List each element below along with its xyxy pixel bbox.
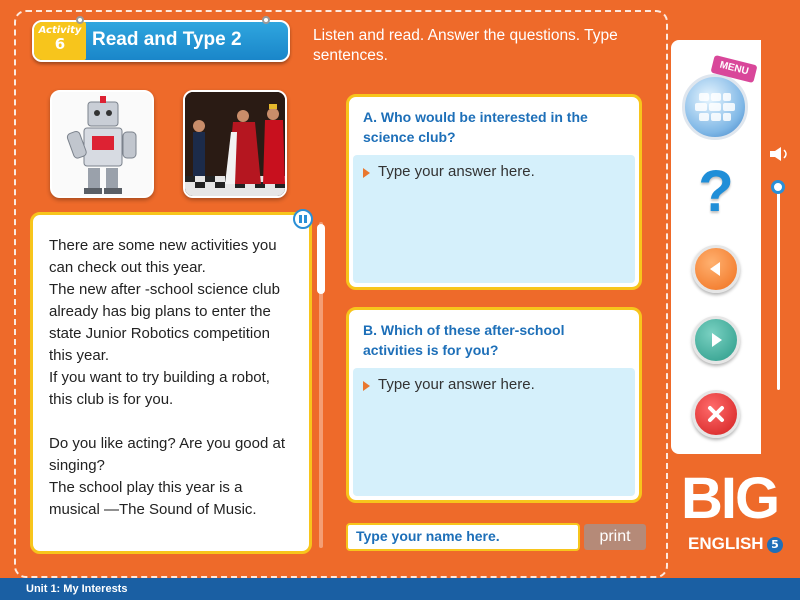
arrow-icon bbox=[363, 168, 370, 178]
activity-number-badge bbox=[34, 22, 86, 60]
globe-menu-icon[interactable] bbox=[682, 74, 748, 140]
unit-label: Unit 1: My Interests bbox=[26, 583, 128, 595]
answer-field-a[interactable] bbox=[353, 155, 635, 283]
answer-b-placeholder: Type your answer here. bbox=[378, 376, 535, 393]
pause-icon bbox=[299, 215, 302, 223]
pause-button[interactable] bbox=[293, 209, 313, 229]
volume-slider[interactable] bbox=[777, 184, 780, 390]
activity-number: 6 bbox=[54, 35, 66, 53]
question-b-text: B. Which of these after-school activities is for you? bbox=[363, 322, 565, 358]
print-button[interactable]: print bbox=[584, 524, 646, 550]
pause-icon bbox=[304, 215, 307, 223]
close-icon bbox=[706, 404, 726, 424]
reading-scroll-thumb[interactable] bbox=[317, 224, 325, 294]
speaker-icon[interactable] bbox=[768, 146, 792, 162]
pin-icon bbox=[76, 16, 84, 24]
school-play-image bbox=[183, 90, 287, 198]
question-a-text: A. Who would be interested in the science club? bbox=[363, 109, 588, 145]
logo-english-text: ENGLISH bbox=[688, 534, 764, 553]
answer-field-b[interactable] bbox=[353, 368, 635, 496]
instructions-text: Listen and read. Answer the questions. Type sentences. bbox=[313, 27, 618, 64]
help-icon[interactable]: ? bbox=[698, 159, 734, 224]
logo-big-text: BIG bbox=[681, 466, 779, 531]
robot-image bbox=[50, 90, 154, 198]
menu-label[interactable]: MENU bbox=[710, 55, 757, 83]
pin-icon bbox=[262, 16, 270, 24]
volume-knob[interactable] bbox=[771, 180, 785, 194]
arrow-icon bbox=[363, 381, 370, 391]
close-button[interactable] bbox=[692, 390, 740, 438]
prev-arrow-icon bbox=[706, 259, 726, 279]
next-button[interactable] bbox=[692, 316, 740, 364]
logo-level: 5 bbox=[767, 537, 783, 553]
name-field[interactable]: Type your name here. bbox=[346, 523, 580, 551]
next-arrow-icon bbox=[706, 330, 726, 350]
question-card-a bbox=[346, 94, 642, 290]
question-card-b bbox=[346, 307, 642, 503]
reading-text: There are some new activities you can check out this year. The new after -school science club already has big plans to enter the state Junior Robotics competition this year. If you want to try building a robot, this club is for you. Do you like acting? Are you good at singing? The school play this year is a musical —The Sound of Music. bbox=[49, 237, 285, 518]
reading-passage bbox=[30, 212, 312, 554]
activity-label: Activity bbox=[38, 25, 82, 36]
answer-a-placeholder: Type your answer here. bbox=[378, 163, 535, 180]
previous-button[interactable] bbox=[692, 245, 740, 293]
page-title: Read and Type 2 bbox=[92, 29, 242, 50]
